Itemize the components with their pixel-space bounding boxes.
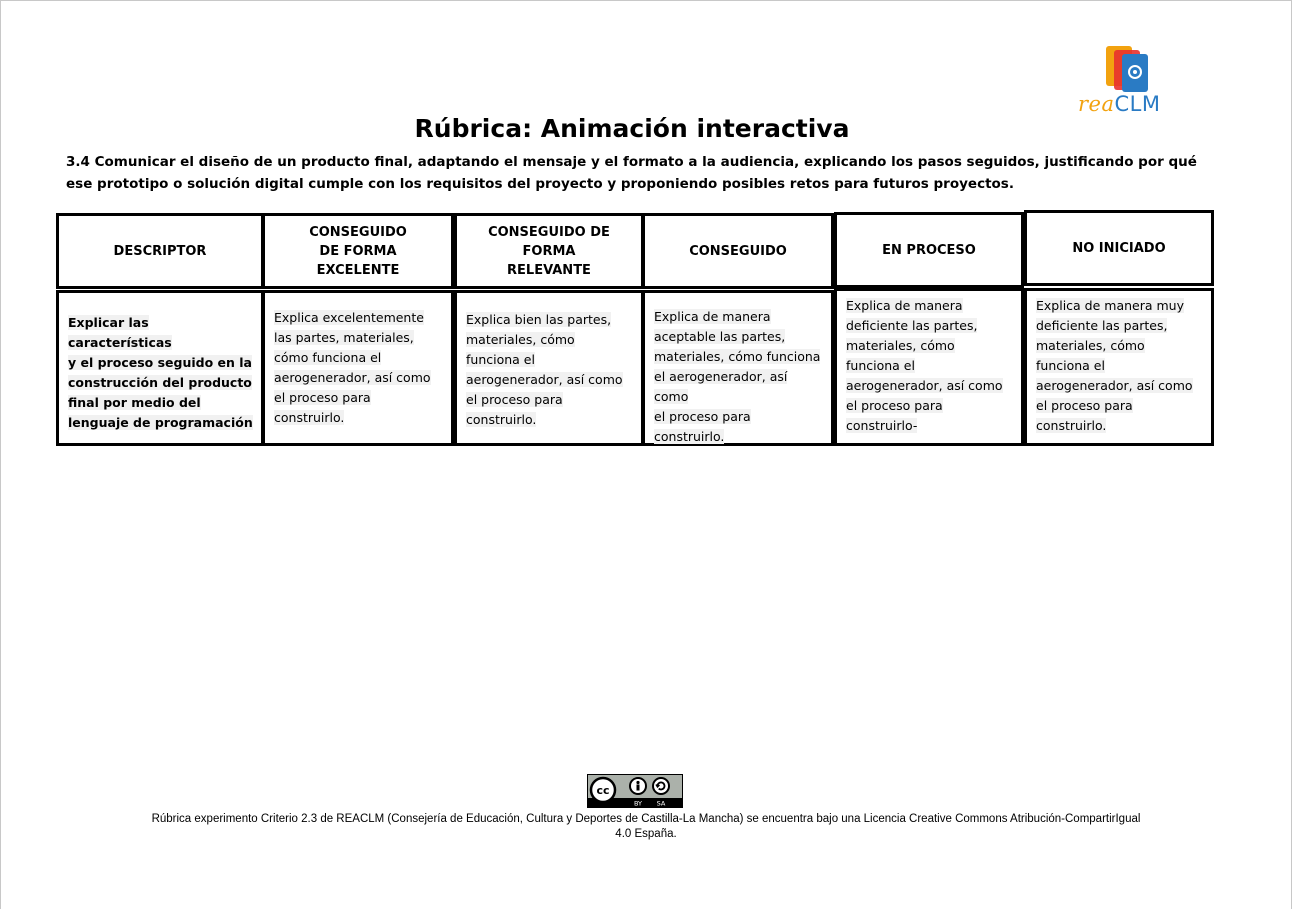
document-subtitle: 3.4 Comunicar el diseño de un producto final, adaptando el mensaje y el formato a la audiencia, explicando los pasos seguidos, justificando por qué ese prototipo o solución digital cumple con los requisitos del proyecto y proponiendo posibles retos para futuros proyectos.: [66, 154, 1197, 192]
reaclm-logo: [1074, 44, 1184, 116]
header-en-proceso: EN PROCESO: [834, 212, 1024, 288]
sa-icon: [653, 778, 669, 794]
cell-conseguido-excelente: [262, 290, 454, 446]
rubric-table: [56, 212, 1214, 446]
cell-no-iniciado-text: Explica de manera muy deficiente las partes, materiales, cómo funciona el aerogenerador, así como el proceso para construirlo.: [1036, 298, 1193, 433]
license-notice: Rúbrica experimento Criterio 2.3 de REACLM (Consejería de Educación, Cultura y Deportes de Castilla-La Mancha) se encuentra bajo una Licencia Creative Commons Atribución-CompartirIgual 4.0 España.: [151, 813, 1141, 840]
cell-en-proceso: [834, 288, 1024, 446]
cell-conseguido-text: Explica de manera aceptable las partes, materiales, cómo funciona el aerogenerador, así como el proceso para construirlo.: [654, 309, 821, 444]
sa-label: SA: [656, 799, 666, 808]
header-conseguido: CONSEGUIDO: [642, 213, 834, 289]
logo-text-rea: rea: [1078, 92, 1115, 116]
header-descriptor: DESCRIPTOR: [56, 213, 264, 289]
header-conseguido-relevante: CONSEGUIDO DE FORMA RELEVANTE: [454, 213, 644, 289]
reaclm-logo-wordmark: [1078, 92, 1160, 116]
logo-text-clm: CLM: [1114, 92, 1161, 116]
document-title: Rúbrica: Animación interactiva: [414, 114, 850, 143]
cell-conseguido-excelente-text: Explica excelentemente las partes, materiales, cómo funciona el aerogenerador, así como el proceso para construirlo.: [274, 310, 431, 425]
header-no-iniciado: NO INICIADO: [1024, 210, 1214, 286]
cc-badge-text: cc: [596, 784, 610, 797]
cell-descriptor: [56, 290, 264, 446]
reaclm-logo-icon: [1104, 44, 1152, 94]
cell-conseguido: [642, 290, 834, 446]
cell-descriptor-text: Explicar las características y el proceso seguido en la construcción del producto final por medio del lenguaje de programación: [68, 315, 253, 430]
cell-conseguido-relevante-text: Explica bien las partes, materiales, cómo funciona el aerogenerador, así como el proceso para construirlo.: [466, 312, 623, 427]
cc-by-sa-badge: [587, 774, 683, 808]
by-label: BY: [633, 799, 643, 808]
header-conseguido-excelente: CONSEGUIDO DE FORMA EXCELENTE: [262, 213, 454, 289]
cell-conseguido-relevante: [454, 290, 644, 446]
cell-no-iniciado: [1024, 288, 1214, 446]
cell-en-proceso-text: Explica de manera deficiente las partes, materiales, cómo funciona el aerogenerador, así como el proceso para construirlo-: [846, 298, 1003, 433]
